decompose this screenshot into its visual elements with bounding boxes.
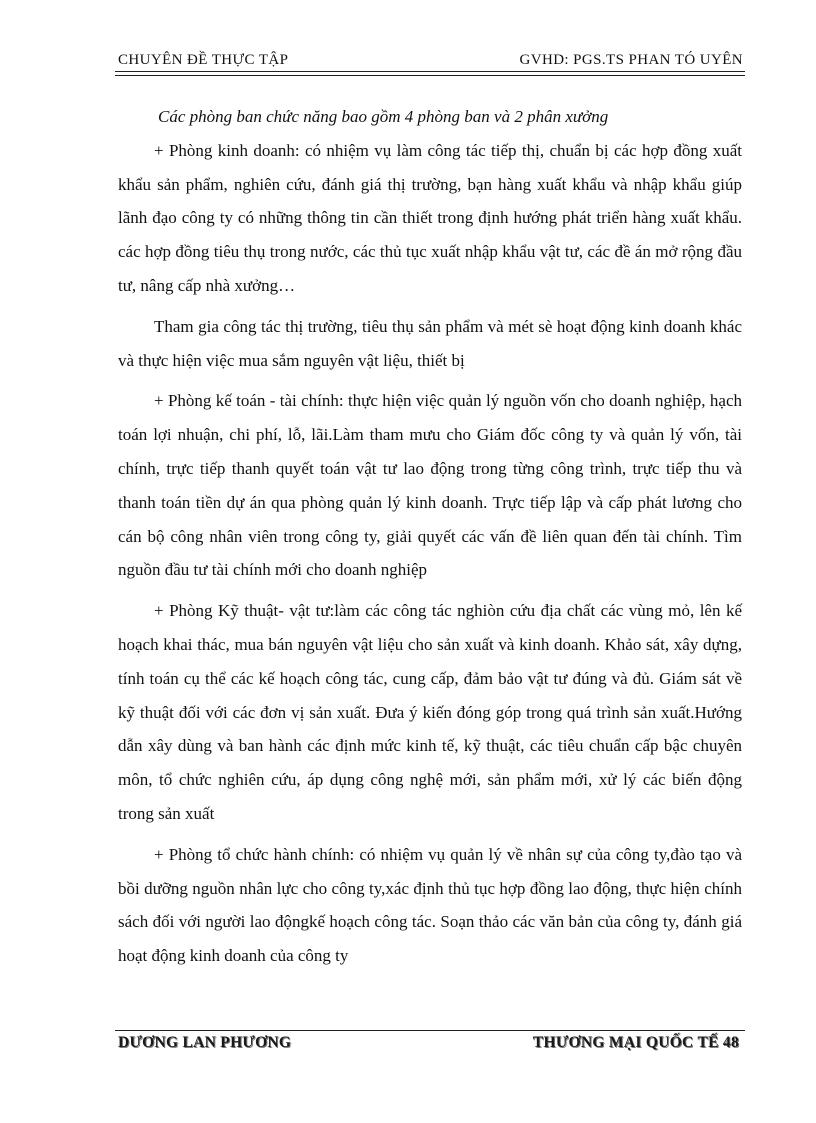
footer-rule <box>115 1030 745 1031</box>
page-footer <box>115 1030 745 1056</box>
footer-course-page: THƯƠNG MẠI QUỐC TẾ 48 <box>532 1034 739 1051</box>
header-rule <box>115 71 745 76</box>
header-title: CHUYÊN ĐỀ THỰC TẬP <box>118 52 289 68</box>
page-header <box>115 50 745 76</box>
header-advisor: GVHD: PGS.TS PHAN TÓ UYÊN <box>519 52 743 68</box>
paragraph-market-activities: Tham gia công tác thị trường, tiêu thụ sản phẩm và mét sè hoạt động kinh doanh khác và thực hiện việc mua sắm nguyên vật liệu, thiết bị <box>118 316 742 370</box>
document-body <box>118 100 742 973</box>
footer-author: DƯƠNG LAN PHƯƠNG <box>118 1034 292 1051</box>
intro-paragraph: Các phòng ban chức năng bao gồm 4 phòng ban và 2 phân xưởng <box>158 107 609 126</box>
paragraph-technical-department: + Phòng Kỹ thuật- vật tư:làm các công tác nghiòn cứu địa chất các vùng mỏ, lên kế hoạch khai thác, mua bán nguyên vật liệu cho sản xuất và kinh doanh. Khảo sát, xây dựng, tính toán cụ thể các kế hoạch công tác, cung cấp, đảm bảo vật tư đúng và đủ. Giám sát về kỹ thuật đối với các đơn vị sản xuất. Đưa ý kiến đóng góp trong quá trình sản xuất.Hướng dẫn xây dùng và ban hành các định mức kinh tế, kỹ thuật, các tiêu chuẩn cấp bậc chuyên môn, tổ chức nghiên cứu, áp dụng công nghệ mới, sản phẩm mới, xử lý các biến động trong sản xuất <box>118 601 742 823</box>
paragraph-admin-department: + Phòng tổ chức hành chính: có nhiệm vụ quản lý về nhân sự của công ty,đào tạo và bồi dưỡng nguồn nhân lực cho công ty,xác định thủ tục hợp đồng lao động, thực hiện chính sách đối với người lao độngkế hoạch công tác. Soạn thảo các văn bản của công ty, đánh giá hoạt động kinh doanh của công ty <box>118 844 742 966</box>
paragraph-sales-department: + Phòng kinh doanh: có nhiệm vụ làm công tác tiếp thị, chuẩn bị các hợp đồng xuất khẩu sản phẩm, nghiên cứu, đánh giá thị trường, bạn hàng xuất khẩu và nhập khẩu giúp lãnh đạo công ty có những thông tin cần thiết trong định hướng phát triển hàng xuất khẩu. các hợp đồng tiêu thụ trong nước, các thủ tục xuất nhập khẩu vật tư, các đề án mở rộng đầu tư, nâng cấp nhà xưởng… <box>118 140 742 295</box>
paragraph-finance-department: + Phòng kế toán - tài chính: thực hiện việc quản lý nguồn vốn cho doanh nghiệp, hạch toán lợi nhuận, chi phí, lỗ, lãi.Làm tham mưu cho Giám đốc công ty và quản lý vốn, tài chính, trực tiếp thanh quyết toán vật tư lao động trong từng công trình, trực tiếp thu và thanh toán tiền dự án qua phòng quản lý kinh doanh. Trực tiếp lập và cấp phát lương cho cán bộ công nhân viên trong công ty, giải quyết các vấn đề liên quan đến tài chính. Tìm nguồn đầu tư tài chính mới cho doanh nghiệp <box>118 391 742 580</box>
